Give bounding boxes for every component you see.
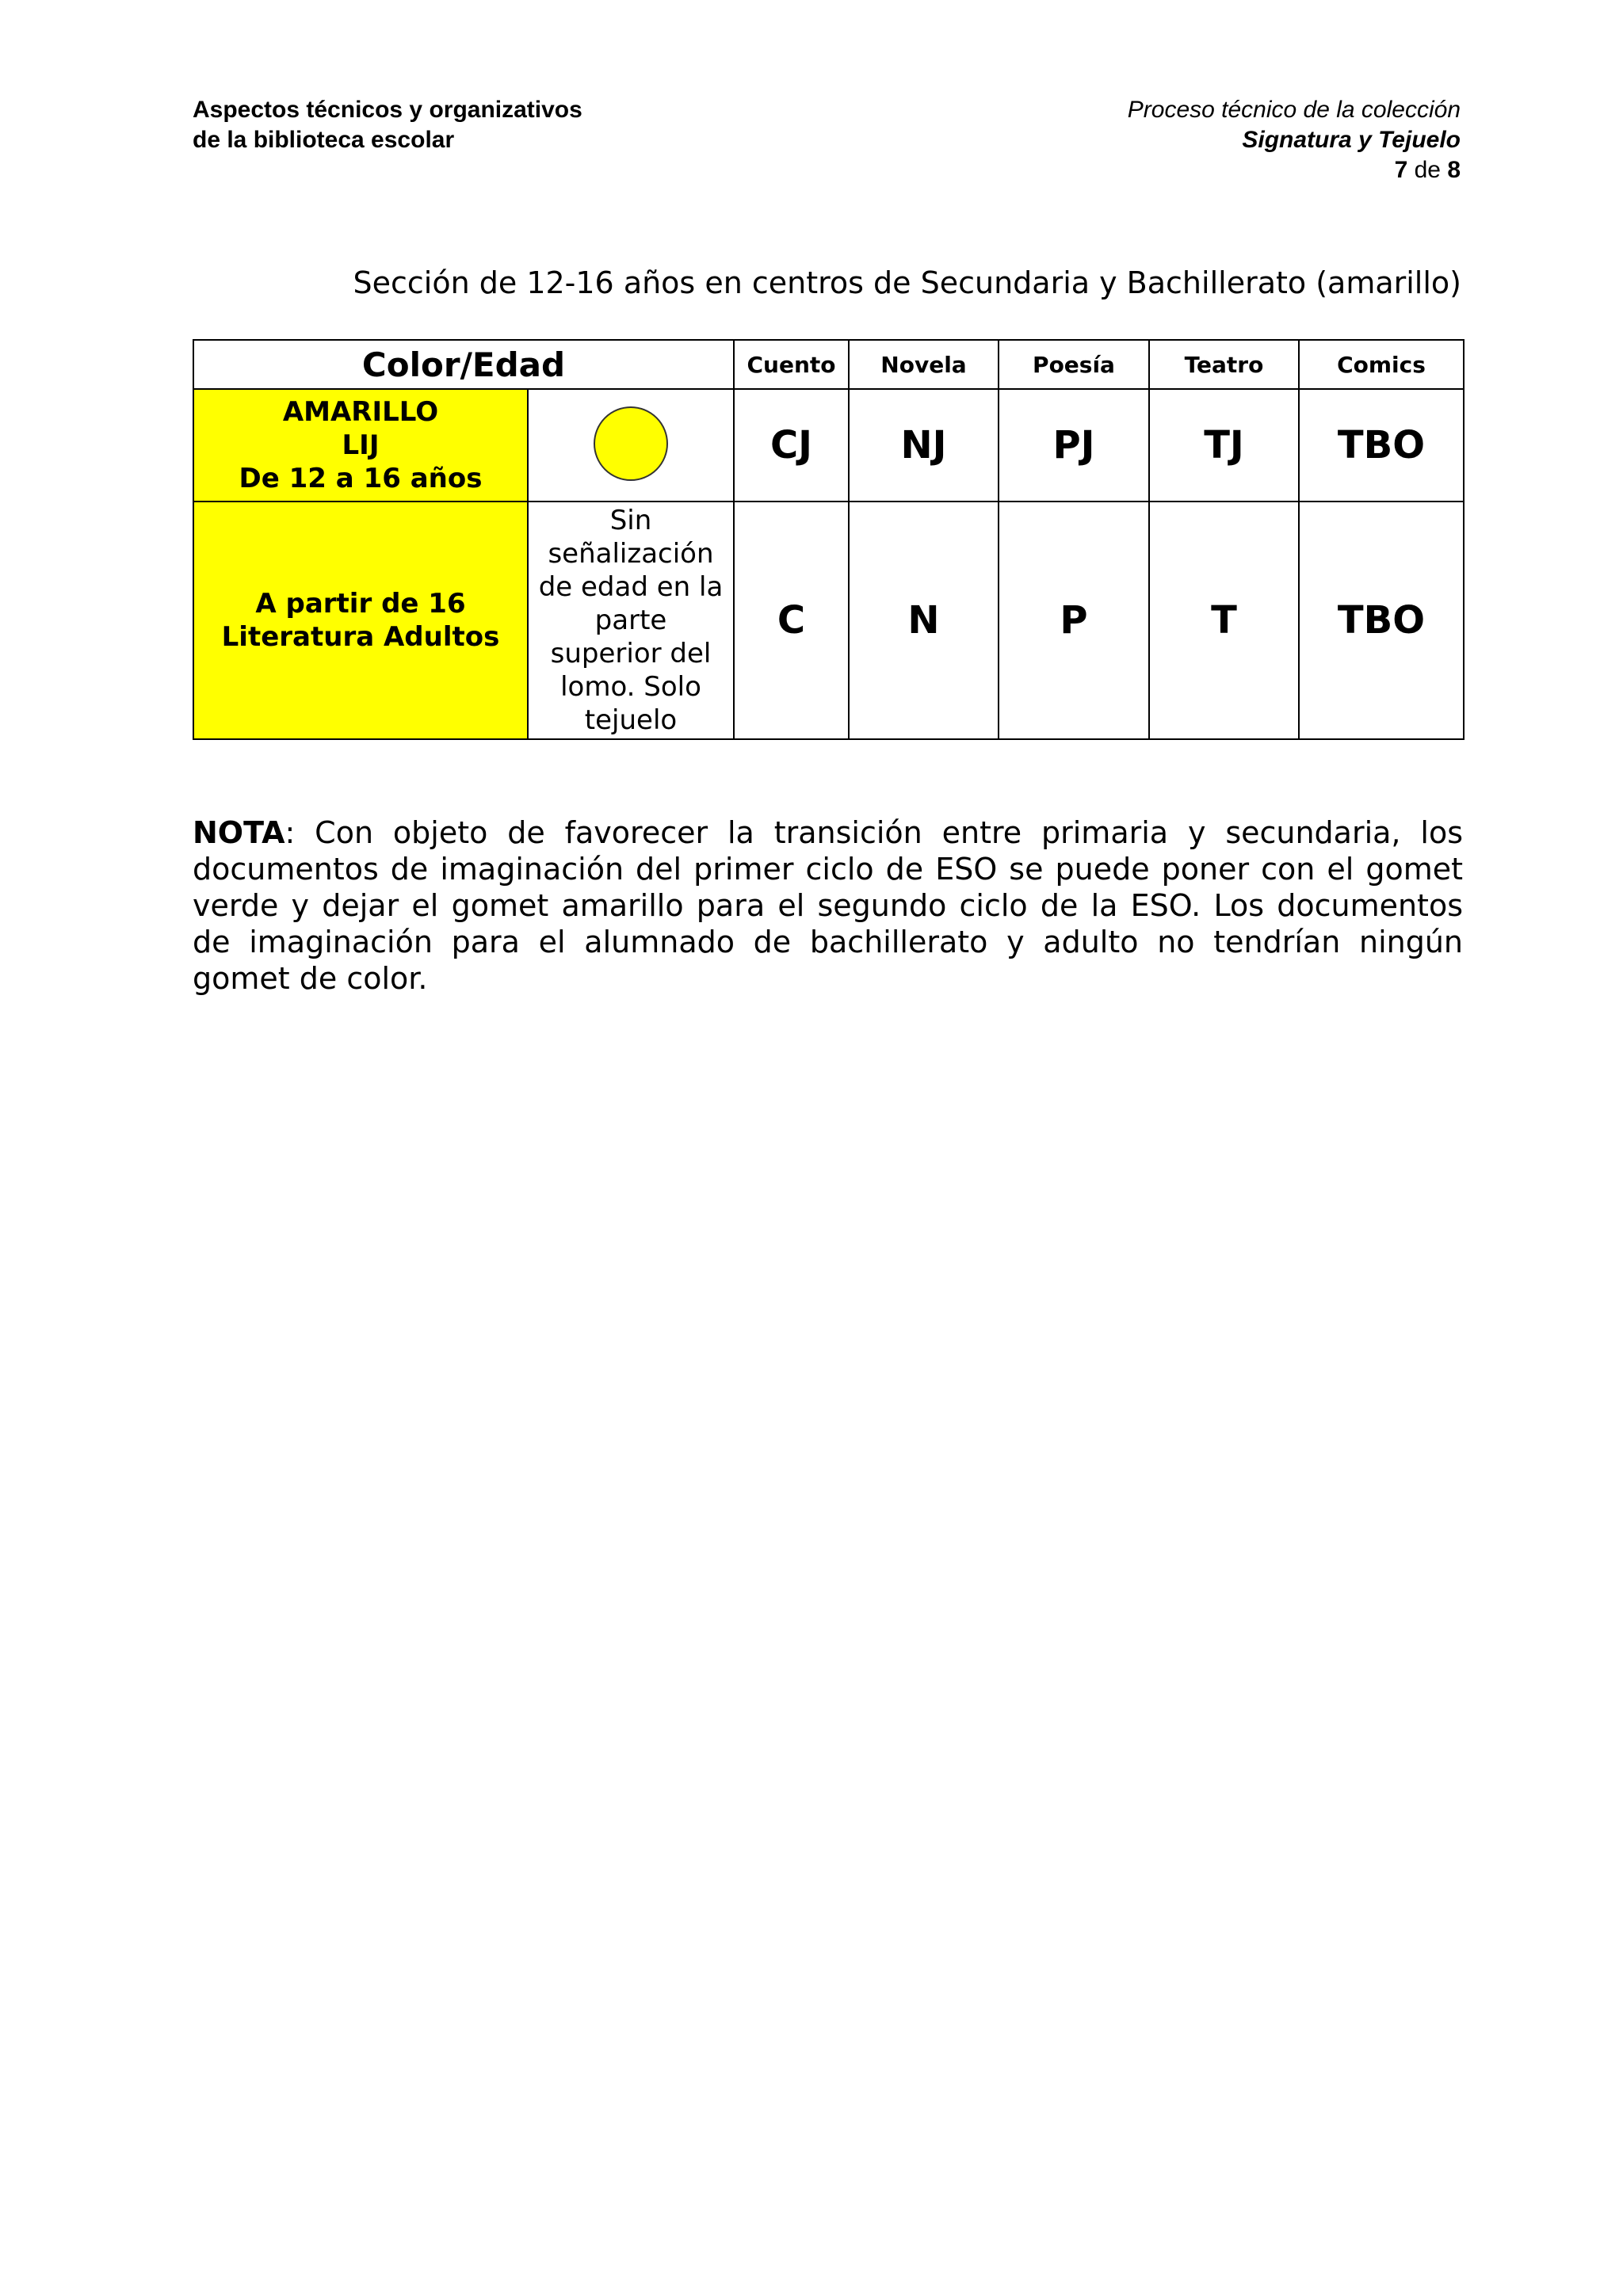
marker-cell bbox=[528, 389, 734, 502]
header-genre: Novela bbox=[849, 340, 999, 389]
header-genre: Poesía bbox=[999, 340, 1149, 389]
marker-note-line: lomo. Solo bbox=[560, 671, 701, 703]
signature-code: T bbox=[1149, 502, 1299, 739]
page-separator: de bbox=[1407, 157, 1448, 183]
page-header bbox=[193, 95, 1461, 198]
marker-note-line: superior del bbox=[550, 638, 712, 669]
marker-note-line: Sin bbox=[609, 505, 652, 536]
age-label-cell bbox=[193, 502, 528, 739]
page-number bbox=[1128, 155, 1461, 185]
note-paragraph bbox=[193, 814, 1463, 997]
page-total: 8 bbox=[1447, 157, 1461, 183]
signature-code: PJ bbox=[999, 389, 1149, 502]
age-label-line: AMARILLO bbox=[282, 396, 439, 428]
marker-note-cell bbox=[528, 502, 734, 739]
page-current: 7 bbox=[1394, 157, 1408, 183]
table-header-row bbox=[193, 340, 1464, 389]
age-label-line: LIJ bbox=[342, 429, 380, 461]
marker-note-line: parte bbox=[594, 605, 667, 636]
marker-note-line: tejuelo bbox=[584, 704, 678, 736]
header-right-line1: Proceso técnico de la colección bbox=[1127, 97, 1461, 123]
signature-table bbox=[193, 339, 1465, 740]
header-left bbox=[193, 95, 582, 155]
signature-code: P bbox=[999, 502, 1149, 739]
header-right-line2: Signatura y Tejuelo bbox=[1242, 127, 1461, 153]
signature-code: C bbox=[734, 502, 849, 739]
signature-code: TBO bbox=[1299, 502, 1464, 739]
age-label-cell bbox=[193, 389, 528, 502]
header-genre: Comics bbox=[1299, 340, 1464, 389]
age-label-line: A partir de 16 bbox=[255, 588, 466, 620]
signature-code: NJ bbox=[849, 389, 999, 502]
header-left-line1: Aspectos técnicos y organizativos bbox=[193, 97, 582, 123]
section-title: Sección de 12-16 años en centros de Secundaria y Bachillerato (amarillo) bbox=[353, 265, 1461, 300]
age-label-line: Literatura Adultos bbox=[221, 621, 500, 653]
table-row bbox=[193, 389, 1464, 502]
header-genre: Teatro bbox=[1149, 340, 1299, 389]
marker-note-line: señalización bbox=[548, 538, 714, 570]
signature-code: N bbox=[849, 502, 999, 739]
signature-code: TBO bbox=[1299, 389, 1464, 502]
signature-code: CJ bbox=[734, 389, 849, 502]
marker-note-line: de edad en la bbox=[538, 571, 724, 603]
header-color-age: Color/Edad bbox=[193, 340, 734, 389]
yellow-dot-icon bbox=[594, 406, 668, 481]
note-text: : Con objeto de favorecer la transición entre primaria y secundaria, los documentos de imaginación del primer ciclo de ESO se puede poner con el gomet verde y dejar el gomet amarillo para el segundo ciclo de la ESO. Los documentos de imaginación para el alumnado de bachillerato y adulto no tendrían ningún gomet de color. bbox=[193, 815, 1463, 996]
header-genre: Cuento bbox=[734, 340, 849, 389]
note-label: NOTA bbox=[193, 815, 285, 850]
signature-code: TJ bbox=[1149, 389, 1299, 502]
age-label-line: De 12 a 16 años bbox=[239, 463, 483, 494]
table-row bbox=[193, 502, 1464, 739]
header-right bbox=[1128, 95, 1461, 185]
header-left-line2: de la biblioteca escolar bbox=[193, 127, 455, 153]
